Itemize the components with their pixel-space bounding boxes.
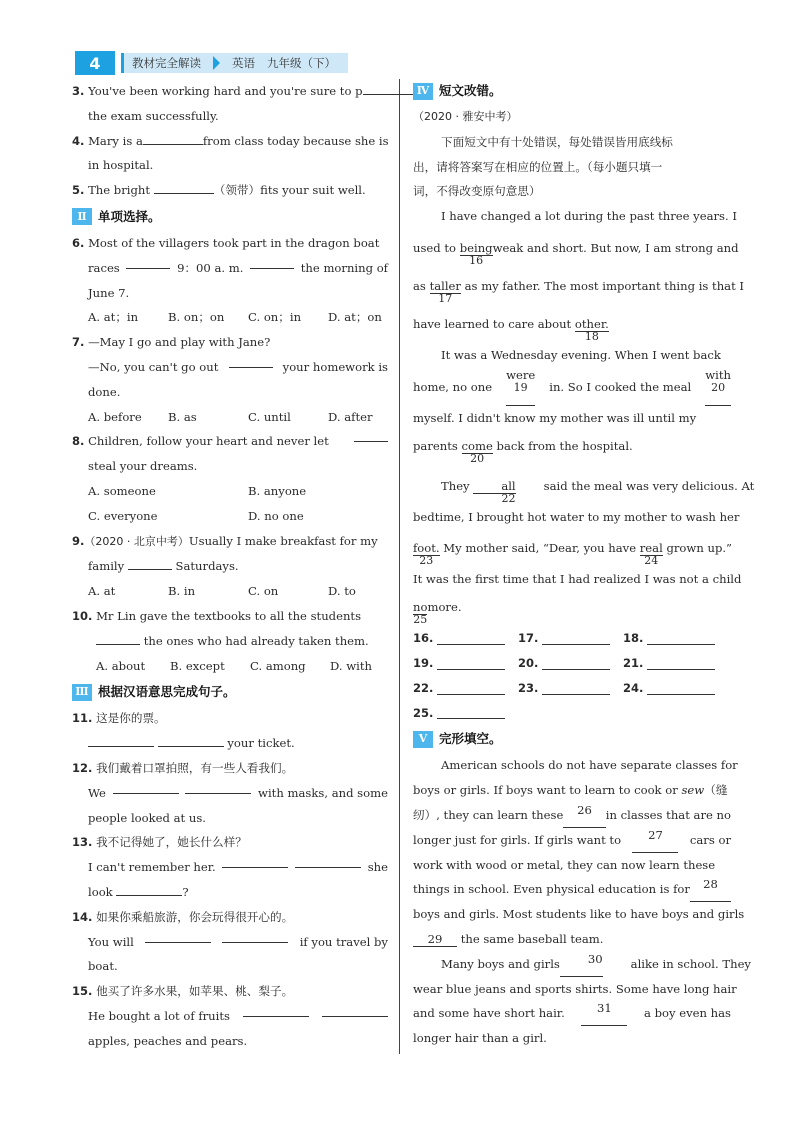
options-9: A. at B. in C. on D. to — [88, 584, 356, 599]
answer-blank[interactable] — [145, 930, 211, 943]
answer-blank[interactable] — [88, 734, 154, 747]
column-divider — [399, 79, 400, 1054]
answer-blank[interactable] — [354, 429, 388, 442]
answer-blank[interactable] — [250, 256, 294, 269]
question-12: 12. 我们戴着口罩拍照，有一些人看我们。 — [72, 760, 294, 775]
answer-blank[interactable] — [154, 181, 214, 194]
answer-blank[interactable] — [185, 781, 251, 794]
page-number: 4 — [75, 51, 115, 75]
answer-blank[interactable] — [126, 256, 170, 269]
answer-blank[interactable] — [243, 1004, 309, 1017]
grade: 九年级（下） — [267, 56, 336, 70]
answer-blank[interactable] — [222, 930, 288, 943]
answer-blank[interactable] — [116, 883, 182, 896]
page-header — [75, 51, 348, 75]
section-3-heading: Ⅲ 根据汉语意思完成句子。 — [72, 679, 388, 705]
question-11: 11. 这是你的票。 — [72, 711, 166, 726]
answer-blank[interactable] — [158, 734, 224, 747]
right-column: Ⅳ 短文改错。 （2020 · 雅安中考） 下面短文中有十处错误，每处错误皆用底线标 出，请将答案写在相应的位置上。（每小题只填一 词，不得改变原句意思） I have changed a lot during the past three years. I used to being 16 weak and short. But now, I am strong and as taller 17 as my father. The most important thing is that I have learned to care about other. 18 It was a Wednesday evening. When I went back home, no one were 19 in. So I cooked the meal with 20 myself. I didn't know my mother was ill until my parents come 20 back from the hospital. They all 22 said the meal was very delicious. At bedtime, I brought hot water to my mother to wash her foot. 23 My mother said, “Dear, you have real 24 grown up.” It was the first time that I had realized I was not a child no 25 more. 16. 17. 18. 19. 20. 21. 22. 23. 24. 25. Ⅴ 完形填空。 American schools do not have separate classes for boys or girls. If boys want to learn to cook or sew（缝 纫）, they can learn these 26 in classes that are no longer just for girls. If girls want to 27 cars or work with wood or metal, they can now learn these things in school. Even physical education is for 28 boys and girls. Most students like to have boys and girls 29 the same baseball team. Many boys and girls 30 alike in school. They wear blue jeans and sports shirts. Some have long hair and some have short hair. 31 a boy even has longer hair than a girl. — [413, 79, 731, 1051]
answer-blank[interactable] — [322, 1004, 388, 1017]
answer-blank[interactable] — [363, 82, 413, 95]
question-8: 8. Children, follow your heart and never let — [72, 429, 388, 454]
question-5: 5. The bright （领带）fits your suit well. — [72, 183, 366, 198]
answer-blank[interactable] — [113, 781, 179, 794]
question-10: 10. Mr Lin gave the textbooks to all the students — [72, 608, 362, 623]
answer-blank[interactable] — [128, 557, 172, 570]
question-7: 7. —May I go and play with Jane? — [72, 335, 271, 350]
answer-grid: 16. 17. 18. — [413, 626, 731, 651]
question-9: 9.（2020 · 北京中考）Usually I make breakfast for my — [72, 533, 378, 548]
question-4: 4. Mary is a from class today because she is — [72, 133, 389, 148]
section-5-heading: Ⅴ 完形填空。 — [413, 726, 731, 752]
arrow-icon — [213, 56, 220, 70]
options-6: A. at；in B. on；on C. on；in D. at；on — [88, 310, 382, 325]
question-14: 14. 如果你乘船旅游，你会玩得很开心的。 — [72, 909, 294, 924]
subject: 英语 — [232, 56, 255, 70]
section-2-heading: Ⅱ 单项选择。 — [72, 204, 388, 230]
left-column: 3. You've been working hard and you're sure to p the exam successfully. 4. Mary is a from class today because she is in hospital. 5. The bright （领带）fits your suit well. Ⅱ 单项选择。 6. Most of the villagers took part in the dragon boat races 9：00 a. m. the morning of June 7. A. at；in B. on；on C. on；in D. at；on 7. —May I go and play with Jane? —No, you can't go out your homework is done. A. before B. as C. until D. after 8. Children, follow your heart and never let steal your dreams. A. someone B. anyone C. everyone D. no one 9.（2020 · 北京中考）Usually I make breakfast for my family Saturdays. A. at B. in C. on D. to 10. Mr Lin gave the textbooks to all the students the ones who had already taken them. A. about B. except C. among D. with Ⅲ 根据汉语意思完成句子。 11. 这是你的票。 your ticket. 12. 我们戴着口罩拍照，有一些人看我们。 We with masks, and some people looked at us. 13. 我不记得她了，她长什么样？ I can't remember her. she look ? 14. 如果你乘船旅游，你会玩得很开心的。 You will if you travel by boat. 15. 他买了许多水果，如苹果、桃、梨子。 He bought a lot of fruits apples, peaches and pears. — [72, 79, 388, 1053]
book-title-bar — [121, 53, 348, 73]
options-10: A. about B. except C. among D. with — [96, 658, 373, 673]
question-13: 13. 我不记得她了，她长什么样？ — [72, 835, 247, 850]
question-6: 6. Most of the villagers took part in the dragon boat — [72, 235, 380, 250]
answer-blank[interactable] — [229, 355, 273, 368]
answer-blank[interactable] — [295, 855, 361, 868]
section-4-heading: Ⅳ 短文改错。 — [413, 78, 731, 104]
answer-blank[interactable] — [143, 132, 203, 145]
answer-blank[interactable] — [96, 632, 140, 645]
options-8: A. someone B. anyone — [88, 483, 307, 498]
options-7: A. before B. as C. until D. after — [88, 409, 373, 424]
book-name: 教材完全解读 — [132, 56, 201, 70]
question-15: 15. 他买了许多水果，如苹果、桃、梨子。 — [72, 984, 294, 999]
answer-blank[interactable] — [222, 855, 288, 868]
question-3: 3. You've been working hard and you're sure to p — [72, 79, 388, 104]
